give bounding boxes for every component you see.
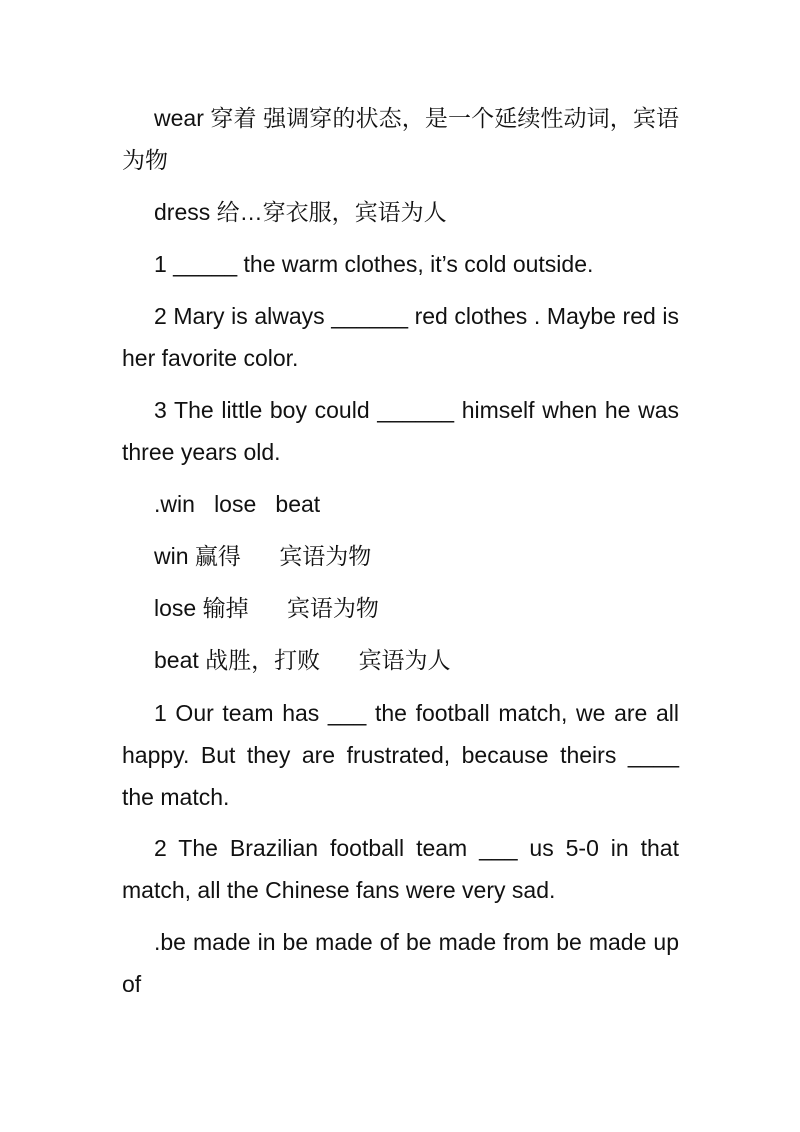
wear-dress-question-1: 1 _____ the warm clothes, it’s cold outside.	[154, 251, 594, 277]
beat-definition-paragraph: beat 战胜，打败 宾语为人	[154, 647, 451, 673]
win-lose-beat-question-2: 2 The Brazilian football team ___ us 5-0 in that match, all the Chinese fans were very sad.	[122, 835, 679, 903]
dress-definition-paragraph: dress 给…穿衣服，宾语为人	[154, 199, 447, 225]
lose-definition-paragraph: lose 输掉 宾语为物	[154, 595, 379, 621]
wear-definition-paragraph: wear 穿着 强调穿的状态，是一个延续性动词，宾语为物	[122, 105, 679, 173]
win-lose-beat-question-1: 1 Our team has ___ the football match, we are all happy. But they are frustrated, because theirs ____ the match.	[122, 700, 679, 810]
wear-dress-question-3: 3 The little boy could ______ himself when he was three years old.	[122, 397, 679, 465]
win-definition-paragraph: win 赢得 宾语为物	[154, 543, 372, 569]
win-lose-beat-heading: .win lose beat	[154, 491, 321, 517]
be-made-heading: .be made in be made of be made from be made up of	[122, 929, 679, 997]
wear-dress-question-2: 2 Mary is always ______ red clothes . Maybe red is her favorite color.	[122, 303, 679, 371]
